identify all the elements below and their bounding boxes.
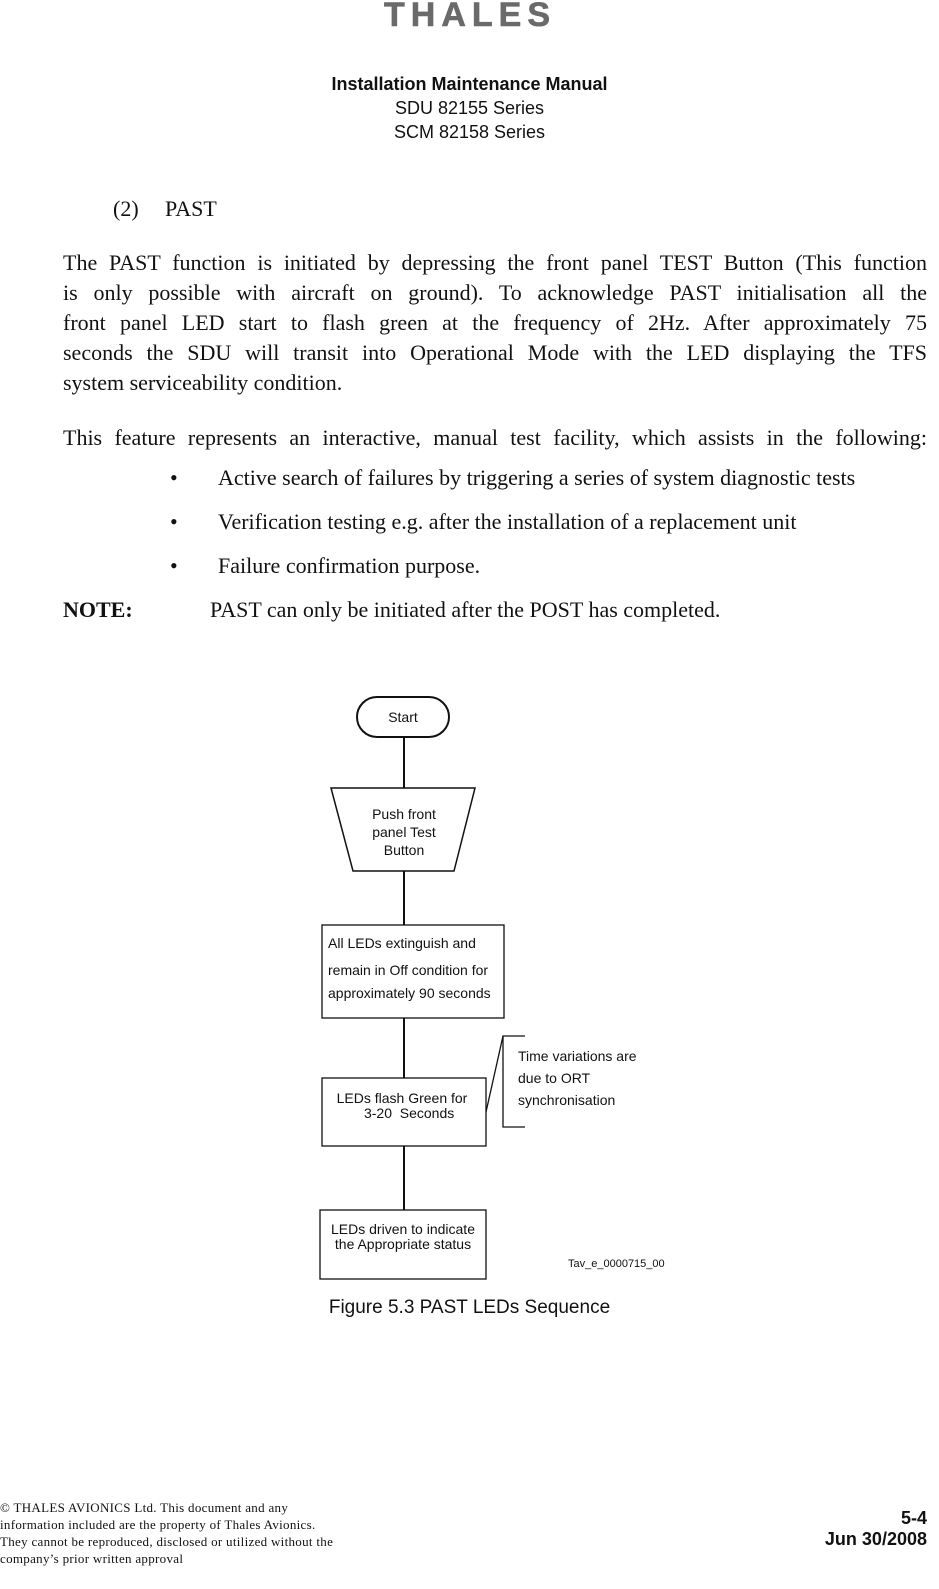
document-header	[0, 72, 939, 144]
copyright-line: © THALES AVIONICS Ltd. This document and any	[0, 1500, 289, 1515]
note	[63, 597, 720, 623]
start-label: Start	[388, 709, 418, 725]
revision-date: Jun 30/2008	[824, 1529, 927, 1549]
push-label-line: panel Test	[372, 824, 436, 840]
thales-logo	[0, 0, 939, 40]
annotation-connector	[486, 1036, 503, 1112]
bullet-item	[170, 509, 797, 535]
section-number: (2)	[113, 196, 139, 221]
series-line-1: SDU 82155 Series	[394, 98, 545, 118]
section-title: PAST	[165, 196, 217, 221]
extinguish-label-line: remain in Off condition for	[328, 962, 489, 978]
page-info	[825, 1508, 927, 1550]
bullet-symbol: •	[170, 509, 178, 534]
push-label-line: Push front	[372, 806, 436, 822]
copyright-line: company’s prior written approval	[0, 1551, 184, 1566]
bullet-text: Verification testing e.g. after the installation of a replacement unit	[218, 509, 797, 534]
annotation-line: synchronisation	[518, 1092, 616, 1108]
flowchart-figure	[300, 680, 700, 1295]
paragraph-feature: This feature represents an interactive, manual test facility, which assists in the following:	[63, 425, 927, 450]
bullet-item	[170, 553, 480, 579]
flash-label-line: LEDs flash Green for	[336, 1090, 468, 1106]
logo-text: THALES	[383, 0, 556, 34]
annotation-line: Time variations are	[518, 1048, 637, 1064]
bullet-text: Active search of failures by triggering a series of system diagnostic tests	[218, 465, 856, 490]
flash-unit: Seconds	[399, 1105, 455, 1121]
extinguish-label-line: All LEDs extinguish and	[328, 935, 476, 951]
para-line: The PAST function is initiated by depressing the front panel TEST Button (This function	[63, 250, 927, 275]
driven-label-line: LEDs driven to indicate	[331, 1221, 475, 1237]
para-line: seconds the SDU will transit into Operational Mode with the LED displaying the TFS	[63, 340, 927, 365]
para-line: is only possible with aircraft on ground). To acknowledge PAST initialisation all the	[63, 280, 927, 305]
para-line: system serviceability condition.	[63, 370, 343, 395]
push-label-line: Button	[383, 842, 425, 858]
driven-label-line: the Appropriate status	[334, 1236, 472, 1252]
bullet-symbol: •	[170, 465, 178, 490]
note-text: PAST can only be initiated after the POST has completed.	[210, 597, 721, 622]
copyright-line: They cannot be reproduced, disclosed or utilized without the	[0, 1534, 334, 1549]
figure-reference: Tav_e_0000715_00	[568, 1258, 665, 1270]
copyright-notice	[0, 1499, 333, 1567]
manual-title: Installation Maintenance Manual	[331, 74, 608, 94]
figure-caption: Figure 5.3 PAST LEDs Sequence	[328, 1297, 611, 1318]
page-number: 5-4	[900, 1508, 927, 1528]
paragraph-intro	[63, 248, 927, 398]
extinguish-label-line: approximately 90 seconds	[328, 985, 491, 1001]
flash-duration: 3-20	[363, 1105, 393, 1121]
series-line-2: SCM 82158 Series	[393, 122, 546, 142]
bullet-item	[170, 465, 855, 491]
annotation-line: due to ORT	[518, 1070, 591, 1086]
bullet-text: Failure confirmation purpose.	[218, 553, 481, 578]
note-label: NOTE:	[63, 597, 133, 622]
para-line: front panel LED start to flash green at the frequency of 2Hz. After approximately 75	[63, 310, 927, 335]
section-heading	[113, 196, 217, 222]
copyright-line: information included are the property of Thales Avionics.	[0, 1517, 316, 1532]
bullet-symbol: •	[170, 553, 178, 578]
